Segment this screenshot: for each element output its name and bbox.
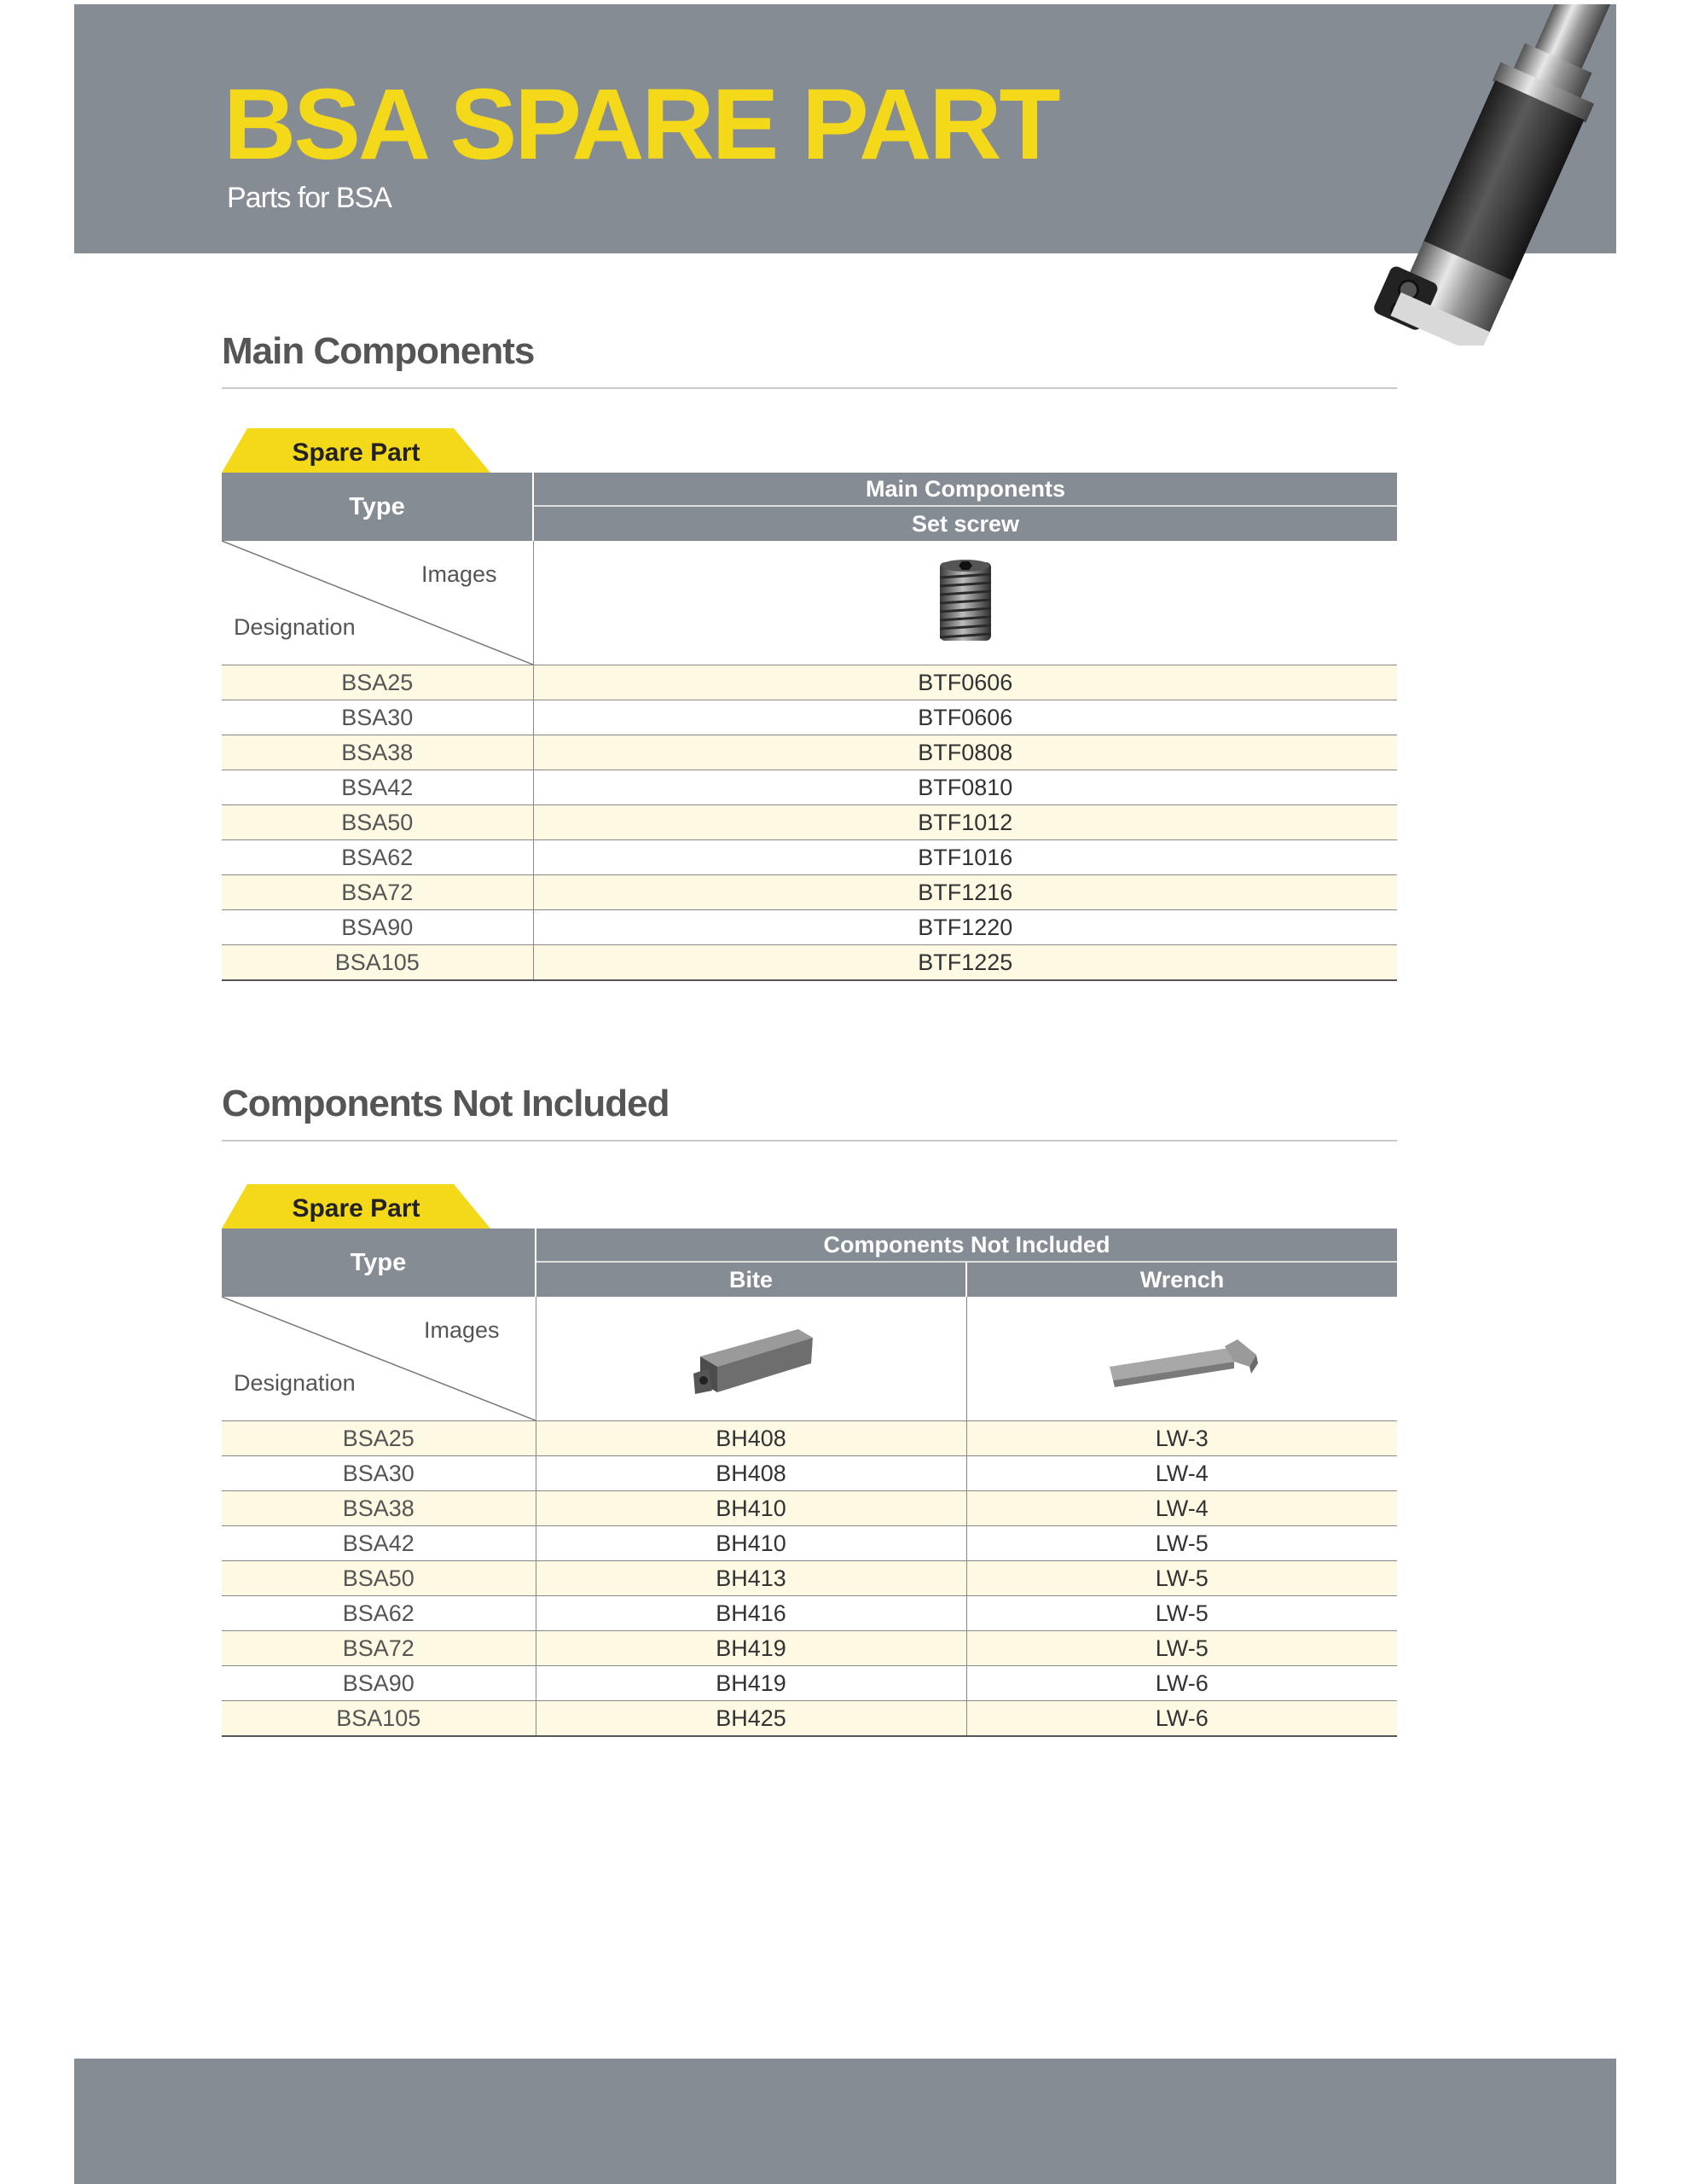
part-number-cell: LW-5 — [966, 1596, 1397, 1631]
designation-cell: BSA25 — [222, 1421, 536, 1456]
table-row — [222, 805, 1397, 840]
main-components-table — [222, 473, 1397, 981]
designation-cell: BSA90 — [222, 910, 533, 945]
designation-cell: BSA38 — [222, 1491, 536, 1526]
part-number-cell: LW-6 — [966, 1666, 1397, 1701]
table-row — [222, 665, 1397, 700]
table-row — [222, 735, 1397, 770]
section-title-main-components: Main Components — [222, 330, 535, 372]
designation-cell: BSA62 — [222, 1596, 536, 1631]
part-number-cell: BH408 — [536, 1456, 966, 1491]
part-number-cell: BTF0810 — [533, 770, 1397, 805]
set-screw-icon — [931, 554, 1000, 648]
part-number-cell: LW-4 — [966, 1491, 1397, 1526]
footer-bar — [74, 2059, 1616, 2184]
diagonal-divider — [222, 1297, 536, 1420]
section-divider — [222, 1140, 1397, 1141]
column-header-set-screw: Set screw — [533, 506, 1397, 541]
bite-image-cell — [536, 1297, 966, 1421]
section-title-components-not-included: Components Not Included — [222, 1083, 670, 1124]
page-subtitle: Parts for BSA — [227, 182, 391, 214]
table-row — [222, 945, 1397, 981]
table-row — [222, 1421, 1397, 1456]
diagonal-divider — [222, 541, 533, 665]
designation-cell: BSA42 — [222, 1526, 536, 1561]
page-title: BSA SPARE PART — [223, 68, 1058, 181]
images-designation-corner — [222, 541, 533, 665]
part-number-cell: LW-5 — [966, 1561, 1397, 1596]
designation-cell: BSA50 — [222, 1561, 536, 1596]
components-not-included-table — [222, 1228, 1397, 1737]
designation-cell: BSA25 — [222, 665, 533, 700]
part-number-cell: LW-3 — [966, 1421, 1397, 1456]
type-header: Type — [222, 1228, 536, 1297]
part-number-cell: BTF0606 — [533, 665, 1397, 700]
page — [74, 4, 1616, 2184]
column-header-wrench: Wrench — [966, 1262, 1397, 1297]
table-row — [222, 840, 1397, 875]
part-number-cell: BTF1225 — [533, 945, 1397, 981]
part-number-cell: BTF1220 — [533, 910, 1397, 945]
images-label: Images — [420, 561, 497, 587]
designation-cell: BSA42 — [222, 770, 533, 805]
table-row — [222, 910, 1397, 945]
table-row — [222, 1596, 1397, 1631]
part-number-cell: BH419 — [536, 1666, 966, 1701]
part-number-cell: LW-5 — [966, 1526, 1397, 1561]
part-number-cell: BH410 — [536, 1491, 966, 1526]
part-number-cell: BH425 — [536, 1701, 966, 1737]
designation-cell: BSA105 — [222, 945, 533, 981]
group-header: Main Components — [533, 473, 1397, 506]
table-row — [222, 875, 1397, 910]
part-number-cell: LW-6 — [966, 1701, 1397, 1737]
part-number-cell: BH419 — [536, 1631, 966, 1666]
designation-cell: BSA30 — [222, 1456, 536, 1491]
part-number-cell: BTF0808 — [533, 735, 1397, 770]
boring-bar-tool-icon — [1268, 4, 1626, 346]
type-header: Type — [222, 473, 533, 541]
designation-cell: BSA72 — [222, 875, 533, 910]
table-row — [222, 1666, 1397, 1701]
wrench-image-cell — [966, 1297, 1397, 1421]
part-number-cell: BH408 — [536, 1421, 966, 1456]
table-row — [222, 1631, 1397, 1666]
designation-cell: BSA38 — [222, 735, 533, 770]
group-header: Components Not Included — [536, 1228, 1397, 1262]
section-divider — [222, 387, 1397, 389]
part-number-cell: BTF1016 — [533, 840, 1397, 875]
designation-cell: BSA50 — [222, 805, 533, 840]
part-number-cell: BH410 — [536, 1526, 966, 1561]
table-row — [222, 700, 1397, 735]
table-row — [222, 1456, 1397, 1491]
images-designation-corner — [222, 1297, 536, 1421]
table-row — [222, 770, 1397, 805]
table-row — [222, 1526, 1397, 1561]
part-number-cell: LW-4 — [966, 1456, 1397, 1491]
table-row — [222, 1491, 1397, 1526]
spare-part-tab-label: Spare Part — [292, 1194, 420, 1223]
spare-part-tab-label: Spare Part — [292, 439, 420, 467]
designation-label: Designation — [234, 614, 356, 640]
set-screw-image-cell — [533, 541, 1397, 665]
table-row — [222, 1701, 1397, 1737]
designation-cell: BSA62 — [222, 840, 533, 875]
hex-wrench-icon — [1101, 1314, 1263, 1399]
designation-cell: BSA30 — [222, 700, 533, 735]
part-number-cell: LW-5 — [966, 1631, 1397, 1666]
part-number-cell: BH413 — [536, 1561, 966, 1596]
designation-label: Designation — [234, 1370, 356, 1396]
column-header-bite: Bite — [536, 1262, 966, 1297]
designation-cell: BSA72 — [222, 1631, 536, 1666]
designation-cell: BSA105 — [222, 1701, 536, 1737]
spare-part-tab — [222, 1184, 490, 1228]
table-row — [222, 1561, 1397, 1596]
spare-part-tab — [222, 428, 490, 473]
part-number-cell: BH416 — [536, 1596, 966, 1631]
images-label: Images — [423, 1317, 500, 1343]
boring-bit-icon — [683, 1314, 820, 1399]
part-number-cell: BTF1216 — [533, 875, 1397, 910]
designation-cell: BSA90 — [222, 1666, 536, 1701]
part-number-cell: BTF0606 — [533, 700, 1397, 735]
part-number-cell: BTF1012 — [533, 805, 1397, 840]
